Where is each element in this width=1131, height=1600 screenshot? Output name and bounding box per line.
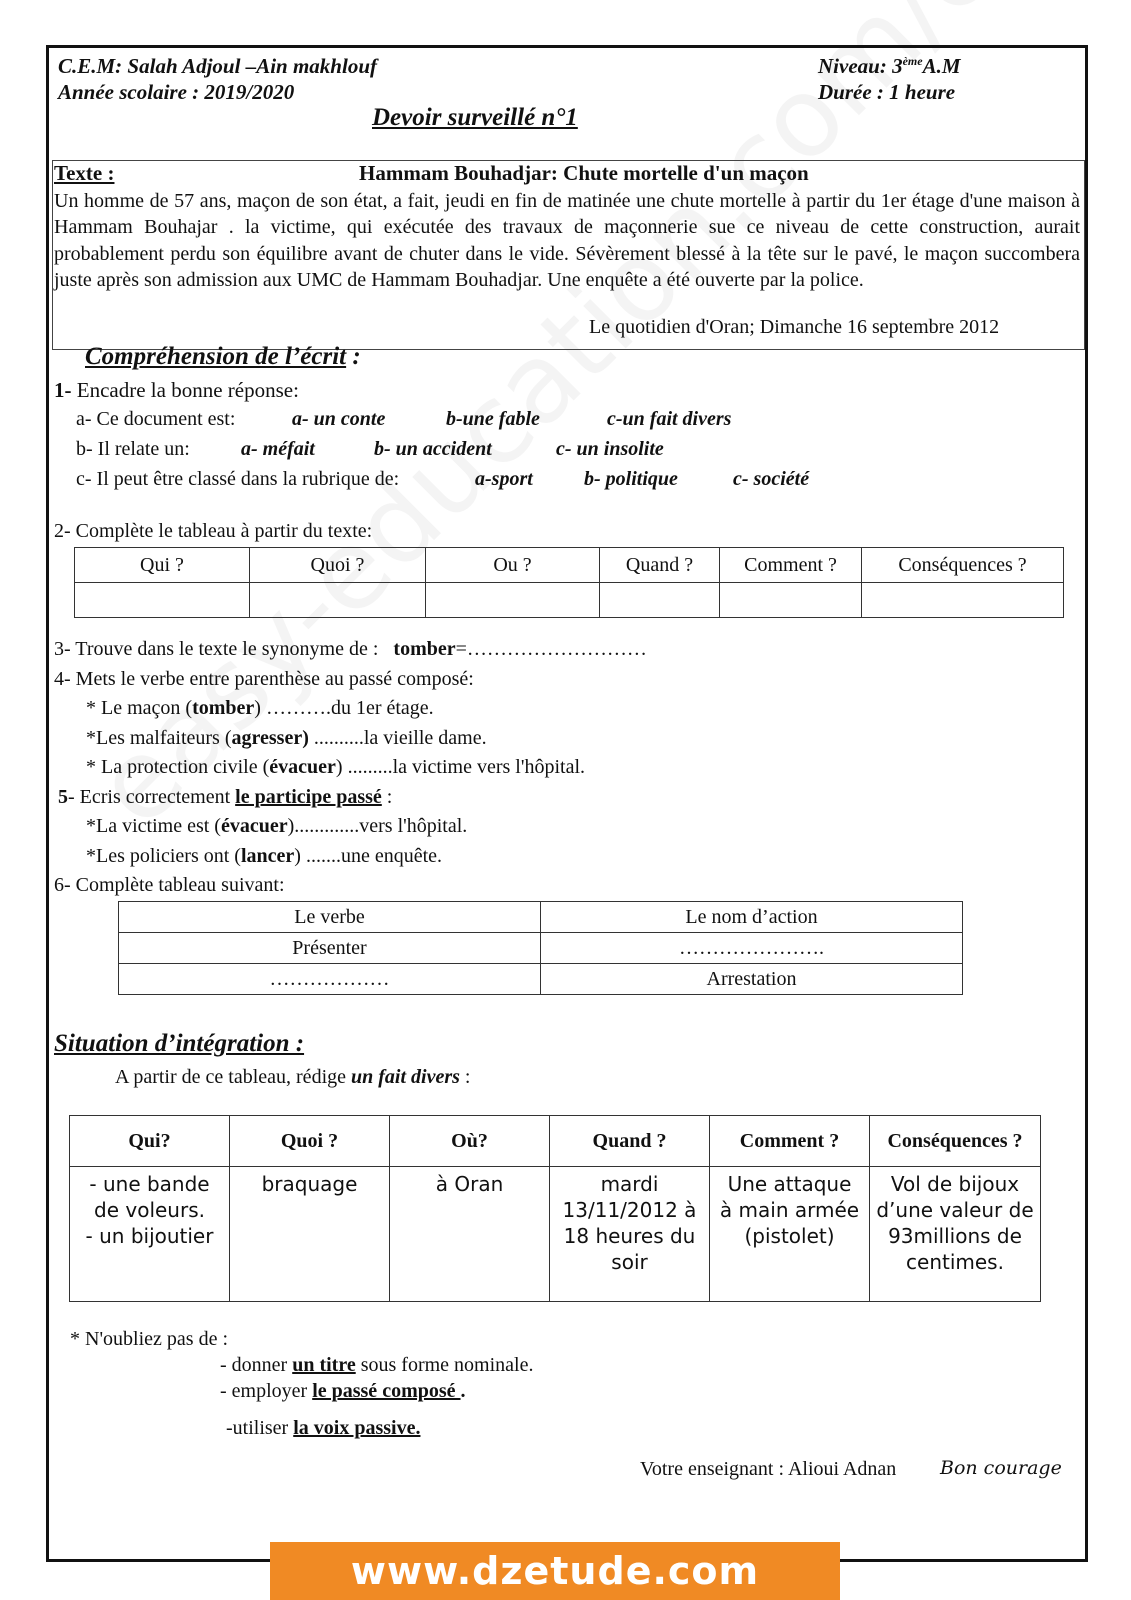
q6-header-verb: Le verbe bbox=[119, 902, 541, 933]
tip-2-emph: le passé composé bbox=[312, 1380, 461, 1402]
integration-header-quand: Quand ? bbox=[550, 1116, 710, 1167]
tip-1-emph: un titre bbox=[292, 1354, 356, 1376]
cell-line: d’une valeur de bbox=[876, 1198, 1034, 1222]
integration-cell-consequences bbox=[870, 1167, 1041, 1302]
cell-line: à main armée bbox=[719, 1198, 860, 1222]
cell-line: - un bijoutier bbox=[85, 1224, 214, 1248]
q4-item-1-pre: * Le maçon ( bbox=[86, 697, 193, 719]
q6-table bbox=[118, 901, 963, 995]
text-label: Texte : bbox=[54, 161, 115, 185]
q2-header-quand: Quand ? bbox=[600, 548, 720, 583]
question-4: 4- Mets le verbe entre parenthèse au passé composé: bbox=[54, 668, 474, 690]
duration: Durée : 1 heure bbox=[818, 80, 956, 104]
cell-line: 13/11/2012 à bbox=[562, 1198, 697, 1222]
q4-item-2-pre: *Les malfaiteurs ( bbox=[86, 727, 232, 749]
integration-intro-pre: A partir de ce tableau, rédige bbox=[115, 1066, 351, 1088]
q5-item-2-verb: lancer bbox=[240, 845, 295, 867]
exam-title: Devoir surveillé n°1 bbox=[372, 104, 578, 131]
tip-2-pre: - employer bbox=[220, 1380, 313, 1402]
cell-line: à Oran bbox=[435, 1172, 504, 1196]
cell-line: Une attaque bbox=[727, 1172, 852, 1196]
q4-item-1-verb: tomber bbox=[192, 697, 255, 719]
level bbox=[818, 54, 961, 79]
cell-line: 18 heures du bbox=[563, 1224, 696, 1248]
q6-cell[interactable]: …………………. bbox=[541, 933, 963, 964]
question-3-text: 3- Trouve dans le texte le synonyme de : bbox=[54, 638, 379, 660]
q5-item-1 bbox=[86, 815, 467, 838]
integration-cell-qui bbox=[70, 1167, 230, 1302]
q6-cell: Arrestation bbox=[541, 964, 963, 995]
cell-line: braquage bbox=[261, 1172, 358, 1196]
question-5 bbox=[58, 786, 392, 809]
table-row bbox=[75, 548, 1064, 583]
q1b-stem: b- Il relate un: bbox=[76, 438, 190, 460]
question-5-text: - Ecris correctement bbox=[68, 786, 236, 808]
question-3-word: tomber bbox=[393, 638, 456, 660]
text-source: Le quotidien d'Oran; Dimanche 16 septembre 2012 bbox=[589, 316, 1000, 338]
tip-1-pre: - donner bbox=[220, 1354, 293, 1376]
q1c-option-b[interactable]: b- politique bbox=[584, 468, 678, 490]
integration-heading: Situation d’intégration : bbox=[54, 1030, 305, 1057]
q4-item-1 bbox=[86, 697, 434, 720]
q6-header-noun: Le nom d’action bbox=[541, 902, 963, 933]
signoff: Bon courage bbox=[940, 1457, 1062, 1479]
question-1 bbox=[54, 378, 299, 403]
q1c-option-a[interactable]: a-sport bbox=[475, 468, 533, 490]
integration-cell-quand bbox=[550, 1167, 710, 1302]
q5-item-2 bbox=[86, 845, 442, 868]
school-name: C.E.M: Salah Adjoul –Ain makhlouf bbox=[58, 54, 377, 78]
integration-table bbox=[69, 1115, 1041, 1302]
question-3 bbox=[54, 638, 647, 661]
site-watermark-banner[interactable]: www.dzetude.com bbox=[270, 1542, 840, 1600]
question-5-emph: le participe passé bbox=[235, 786, 382, 808]
q4-item-3-pre: * La protection civile ( bbox=[86, 756, 270, 778]
cell-line: de voleurs. bbox=[94, 1198, 205, 1222]
tip-2-post: . bbox=[460, 1380, 466, 1402]
reminder: * N'oubliez pas de : bbox=[70, 1328, 229, 1350]
q1a-option-c[interactable]: c-un fait divers bbox=[607, 408, 732, 430]
question-1-number: 1- bbox=[54, 378, 72, 402]
school-year: Année scolaire : 2019/2020 bbox=[58, 80, 295, 104]
text-body: Un homme de 57 ans, maçon de son état, a fait, jeudi en fin de matinée une chute mortelle à partir du 1er étage d'une maison à Hammam Bouhajar . la victime, qui exécutée des travaux de maçonnerie sue ce niveau de cette construction, aurait probablement perdu son équilibre avant de chuter dans le vide. Sévèrement blessé à la tête sur le pavé, le maçon succombera juste après son admission aux UMC de Hammam Bouhadjar. Une enquête a été ouverte par la police. bbox=[54, 190, 1080, 291]
tip-3-pre: -utiliser bbox=[226, 1417, 294, 1439]
cell-line: centimes. bbox=[906, 1250, 1004, 1274]
q1b-option-c[interactable]: c- un insolite bbox=[556, 438, 664, 460]
q4-item-2-post[interactable]: ..........la vieille dame. bbox=[308, 727, 487, 749]
question-6: 6- Complète tableau suivant: bbox=[54, 874, 285, 896]
q4-item-1-post[interactable]: ) ……….du 1er étage. bbox=[254, 697, 434, 719]
comprehension-heading-text: Compréhension de l’écrit bbox=[85, 343, 347, 370]
q1c-option-c[interactable]: c- société bbox=[733, 468, 810, 490]
q2-answer-cell[interactable] bbox=[75, 583, 250, 618]
question-5-number: 5 bbox=[58, 786, 68, 808]
table-row bbox=[75, 583, 1064, 618]
comprehension-heading-colon: : bbox=[346, 343, 361, 370]
level-suffix: A.M bbox=[922, 54, 961, 78]
table-row bbox=[70, 1167, 1041, 1302]
text-title: Hammam Bouhadjar: Chute mortelle d'un maçon bbox=[359, 161, 809, 185]
q5-item-2-post[interactable]: ) .......une enquête. bbox=[294, 845, 443, 867]
q4-item-3 bbox=[86, 756, 585, 779]
q2-header-ou: Ou ? bbox=[426, 548, 600, 583]
question-2: 2- Complète le tableau à partir du texte: bbox=[54, 520, 373, 542]
q2-answer-cell[interactable] bbox=[720, 583, 862, 618]
integration-cell-quoi bbox=[230, 1167, 390, 1302]
q4-item-3-verb: évacuer bbox=[269, 756, 336, 778]
tip-2 bbox=[220, 1380, 466, 1403]
integration-intro-post: : bbox=[459, 1066, 471, 1088]
question-3-blank[interactable]: =……………………… bbox=[455, 638, 647, 660]
q2-answer-cell[interactable] bbox=[862, 583, 1064, 618]
level-superscript: ème bbox=[902, 54, 923, 68]
tip-3 bbox=[226, 1417, 420, 1440]
q2-answer-cell[interactable] bbox=[600, 583, 720, 618]
q6-cell: Présenter bbox=[119, 933, 541, 964]
comprehension-heading bbox=[85, 343, 361, 371]
q1a-stem: a- Ce document est: bbox=[76, 408, 236, 430]
integration-header-qui: Qui? bbox=[70, 1116, 230, 1167]
q2-answer-cell[interactable] bbox=[250, 583, 426, 618]
cell-line: (pistolet) bbox=[744, 1224, 835, 1248]
cell-line: soir bbox=[611, 1250, 648, 1274]
q4-item-2-verb: agresser) bbox=[231, 727, 309, 749]
integration-header-comment: Comment ? bbox=[710, 1116, 870, 1167]
q1c-stem: c- Il peut être classé dans la rubrique de: bbox=[76, 468, 400, 490]
q1b-option-b[interactable]: b- un accident bbox=[374, 438, 492, 460]
q5-item-2-pre: *Les policiers ont ( bbox=[86, 845, 241, 867]
q2-table bbox=[74, 547, 1064, 618]
integration-intro bbox=[115, 1066, 470, 1089]
cell-line: 93millions de bbox=[888, 1224, 1022, 1248]
integration-header-quoi: Quoi ? bbox=[230, 1116, 390, 1167]
tip-3-emph: la voix passive. bbox=[293, 1417, 421, 1439]
question-1-text: Encadre la bonne réponse: bbox=[71, 378, 299, 402]
q2-header-comment: Comment ? bbox=[720, 548, 862, 583]
integration-header-ou: Où? bbox=[390, 1116, 550, 1167]
teacher-name: Votre enseignant : Alioui Adnan bbox=[640, 1458, 897, 1480]
question-5-colon: : bbox=[381, 786, 393, 808]
integration-intro-emph: un fait divers bbox=[351, 1066, 460, 1088]
cell-line: - une bande bbox=[89, 1172, 210, 1196]
cell-line: mardi bbox=[600, 1172, 659, 1196]
table-row bbox=[119, 964, 963, 995]
level-prefix: Niveau: 3 bbox=[818, 54, 903, 78]
table-row bbox=[70, 1116, 1041, 1167]
q2-header-quoi: Quoi ? bbox=[250, 548, 426, 583]
tip-1 bbox=[220, 1354, 533, 1377]
q5-item-1-pre: *La victime est ( bbox=[86, 815, 221, 837]
tip-1-post: sous forme nominale. bbox=[355, 1354, 534, 1376]
q2-header-qui: Qui ? bbox=[75, 548, 250, 583]
q5-item-1-post[interactable]: ).............vers l'hôpital. bbox=[287, 815, 468, 837]
q1a-option-b[interactable]: b-une fable bbox=[446, 408, 540, 430]
q5-item-1-verb: évacuer bbox=[220, 815, 288, 837]
q2-header-consequences: Conséquences ? bbox=[862, 548, 1064, 583]
q6-cell[interactable]: ……………… bbox=[119, 964, 541, 995]
table-row bbox=[119, 902, 963, 933]
cell-line: Vol de bijoux bbox=[890, 1172, 1020, 1196]
q4-item-3-post[interactable]: ) .........la victime vers l'hôpital. bbox=[335, 756, 586, 778]
integration-cell-comment bbox=[710, 1167, 870, 1302]
table-row bbox=[119, 933, 963, 964]
q1b-option-a[interactable]: a- méfait bbox=[241, 438, 315, 460]
integration-cell-ou bbox=[390, 1167, 550, 1302]
q1a-option-a[interactable]: a- un conte bbox=[292, 408, 386, 430]
q2-answer-cell[interactable] bbox=[426, 583, 600, 618]
integration-header-consequences: Conséquences ? bbox=[870, 1116, 1041, 1167]
q4-item-2 bbox=[86, 727, 487, 750]
